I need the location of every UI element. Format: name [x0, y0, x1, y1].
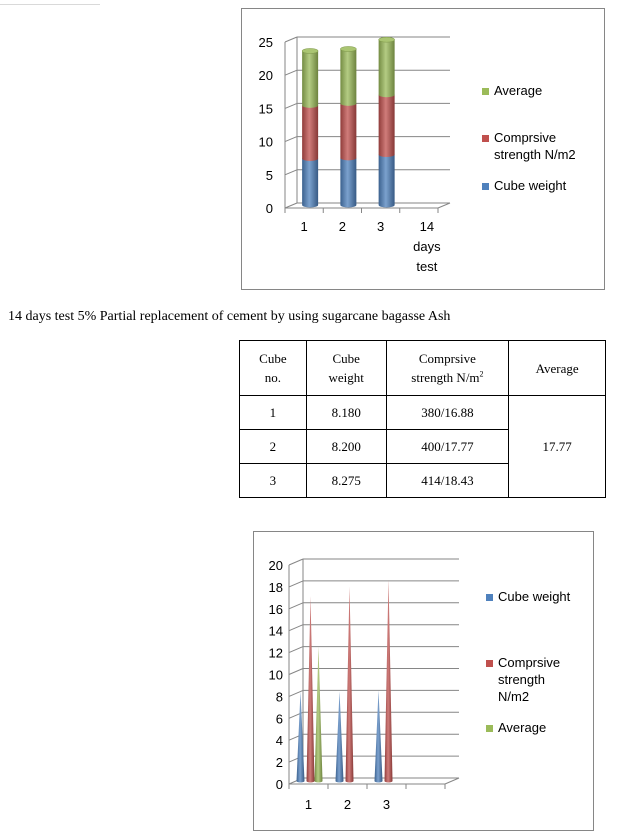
table-header-row	[240, 341, 606, 396]
y-tick-label: 10	[258, 134, 273, 150]
bar-comprsive-strength-n-m2-1	[302, 105, 318, 161]
bar-cap-2	[340, 46, 356, 51]
y-tick-label: 16	[268, 601, 283, 617]
legend-swatch-cube-weight	[486, 594, 493, 601]
x-tick-label: 1	[300, 219, 308, 234]
bar-average-2	[340, 49, 356, 106]
cell-strength: 400/17.77	[386, 430, 509, 464]
y-tick-label: 5	[265, 167, 273, 183]
legend-label: Comprsive	[498, 655, 561, 670]
header-strength: Comprsive strength $N/m^2$	[386, 341, 509, 396]
cone-comprsive-strength-n-m2-3	[385, 579, 393, 782]
bar-cube-weight-1	[302, 159, 318, 208]
gridline-side	[285, 70, 297, 75]
gridline-side	[289, 669, 303, 675]
cell-cube-no: 3	[240, 464, 307, 498]
table-row	[240, 396, 606, 430]
legend-swatch-average	[482, 88, 489, 95]
y-tick-label: 6	[275, 711, 283, 727]
stacked-cylinder-chart-svg	[242, 9, 606, 291]
gridline-side	[285, 170, 297, 175]
bar-comprsive-strength-n-m2-2	[340, 103, 356, 160]
bar-cap-3	[379, 37, 395, 42]
results-table	[239, 340, 606, 498]
cone-chart-svg	[254, 532, 595, 832]
gridline-side	[289, 559, 303, 565]
gridline-side	[289, 603, 303, 609]
y-tick-label: 10	[268, 667, 283, 683]
x-tick-label: 14	[419, 219, 435, 234]
floor-edge	[445, 778, 459, 784]
y-tick-label: 4	[275, 733, 283, 749]
y-tick-label: 25	[258, 35, 273, 50]
cell-weight: 8.275	[306, 464, 386, 498]
x-tick-label: 1	[304, 797, 313, 812]
legend-swatch-comprsive-strength-n-m2	[486, 660, 493, 667]
header-cube-no: Cube no.	[240, 341, 307, 396]
bar-average-3	[379, 40, 395, 98]
bar-comprsive-strength-n-m2-3	[379, 95, 395, 157]
legend-label: Cube weight	[494, 178, 567, 193]
floor-edge	[438, 203, 450, 208]
x-tick-label: 2	[338, 219, 346, 234]
legend-label: Cube weight	[498, 589, 571, 604]
gridline-side	[285, 37, 297, 42]
y-tick-label: 20	[268, 558, 283, 573]
cell-weight: 8.180	[306, 396, 386, 430]
x-tick-label: 3	[382, 797, 391, 812]
x-tick-label: days	[413, 239, 441, 254]
cone-average-1	[315, 646, 323, 782]
y-tick-label: 0	[265, 201, 273, 216]
y-tick-label: 0	[275, 777, 283, 792]
cell-strength: 414/18.43	[386, 464, 509, 498]
gridline-side	[285, 203, 297, 208]
cell-average: 17.77	[509, 396, 606, 498]
bar-cube-weight-3	[379, 155, 395, 208]
bar-cap-1	[302, 48, 318, 53]
gridline-side	[289, 581, 303, 587]
legend-label: Comprsive	[494, 130, 557, 145]
y-tick-label: 15	[258, 101, 273, 117]
legend-swatch-comprsive-strength-n-m2	[482, 135, 489, 142]
header-cube-weight: Cube weight	[306, 341, 386, 396]
y-tick-label: 20	[258, 68, 273, 84]
legend-swatch-average	[486, 725, 493, 732]
y-tick-label: 8	[275, 689, 283, 705]
x-tick-label: test	[416, 259, 438, 274]
legend-label: strength N/m2	[494, 147, 576, 162]
gridline-side	[285, 137, 297, 142]
cell-cube-no: 2	[240, 430, 307, 464]
x-tick-label: 3	[377, 219, 385, 234]
legend-label: Average	[498, 720, 547, 735]
cone-cube-weight-2	[336, 691, 344, 782]
cell-weight: 8.200	[306, 430, 386, 464]
gridline-side	[289, 625, 303, 631]
cone-cube-weight-3	[375, 690, 383, 782]
x-tick-label: 2	[343, 797, 352, 812]
cone-chart	[253, 531, 594, 831]
gridline-side	[289, 647, 303, 653]
y-tick-label: 14	[268, 623, 283, 639]
gridline-side	[285, 103, 297, 108]
cell-cube-no: 1	[240, 396, 307, 430]
legend-swatch-cube-weight	[482, 183, 489, 190]
legend-label: N/m2	[498, 689, 530, 704]
top-divider	[0, 4, 100, 5]
y-tick-label: 12	[268, 645, 283, 661]
cell-strength: 380/16.88	[386, 396, 509, 430]
cone-comprsive-strength-n-m2-1	[307, 596, 315, 782]
stacked-cylinder-chart	[241, 8, 605, 290]
cone-comprsive-strength-n-m2-2	[346, 586, 354, 782]
header-average: Average	[509, 341, 606, 396]
legend-label: strength	[498, 672, 545, 687]
gridline-side	[289, 690, 303, 696]
bar-cube-weight-2	[340, 158, 356, 208]
legend-label: Average	[494, 83, 543, 98]
bar-average-1	[302, 51, 318, 108]
y-tick-label: 18	[268, 579, 283, 595]
table-caption: 14 days test 5% Partial replacement of cement by using sugarcane bagasse Ash	[8, 309, 451, 324]
y-tick-label: 2	[275, 755, 283, 771]
